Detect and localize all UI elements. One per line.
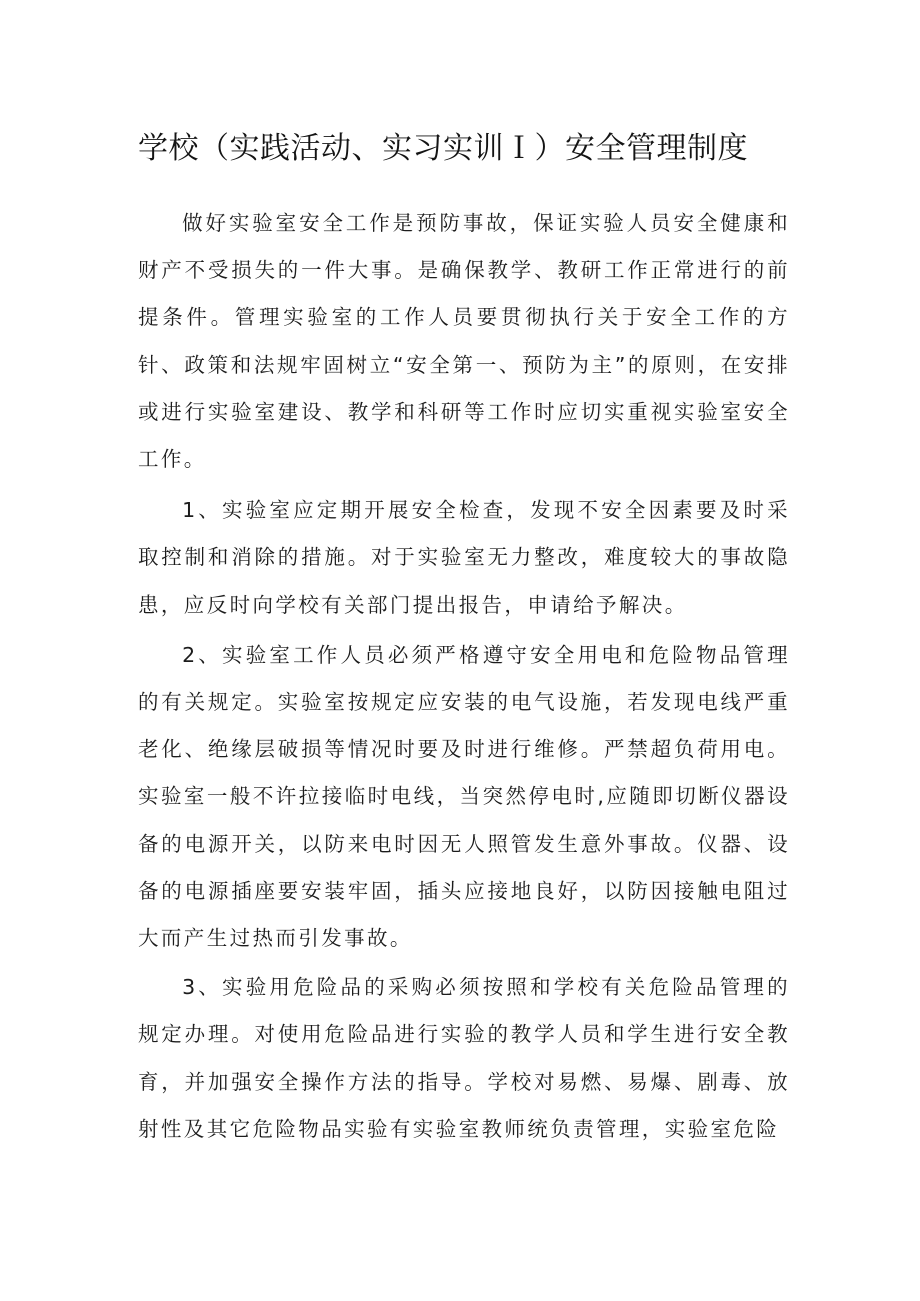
rule-paragraph-2: 2、实验室工作人员必须严格遵守安全用电和危险物品管理的有关规定。实验室按规定应安装的电气设施，若发现电线严重老化、绝缘层破损等情况时要及时进行维修。严禁超负荷用电。实验室一般不许拉接临时电线，当突然停电时,应随即切断仪器设备的电源开关，以防来电时因无人照管发生意外事故。仪器、设备的电源插座要安装牢固，插头应接地良好，以防因接触电阻过大而产生过热而引发事故。 (138, 642, 790, 951)
document-title: 学校（实践活动、实习实训Ｉ）安全管理制度 (138, 131, 748, 166)
rule-paragraph-1: 1、实验室应定期开展安全检查，发现不安全因素要及时采取控制和消除的措施。对于实验室无力整改，难度较大的事故隐患，应反时向学校有关部门提出报告，申请给予解决。 (138, 498, 790, 617)
document-body (138, 200, 790, 1163)
intro-paragraph: 做好实验室安全工作是预防事故，保证实验人员安全健康和财产不受损失的一件大事。是确保教学、教研工作正常进行的前提条件。管理实验室的工作人员要贯彻执行关于安全工作的方针、政策和法规牢固树立“安全第一、预防为主”的原则，在安排或进行实验室建设、教学和科研等工作时应切实重视实验室安全工作。 (138, 211, 790, 472)
rule-paragraph-3: 3、实验用危险品的采购必须按照和学校有关危险品管理的规定办理。对使用危险品进行实验的教学人员和学生进行安全教育，并加强安全操作方法的指导。学校对易燃、易爆、剧毒、放射性及其它危险物品实验有实验室教师统负责管理，实验室危险 (138, 975, 790, 1141)
